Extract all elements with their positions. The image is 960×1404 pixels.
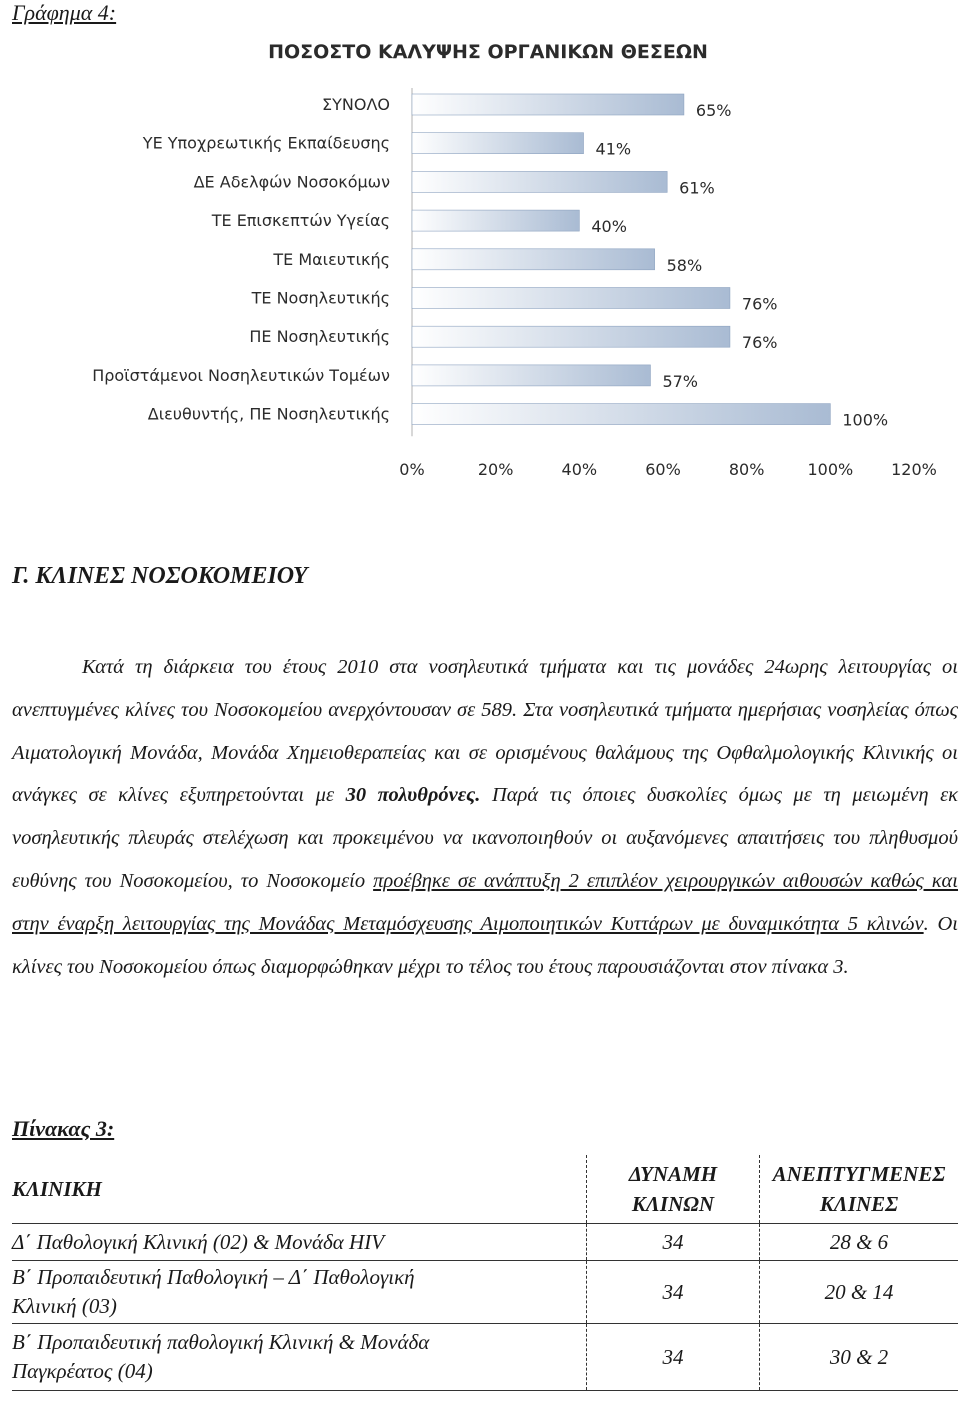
- header-capacity: [587, 1155, 760, 1224]
- bar: [412, 133, 584, 154]
- paragraph-bold-30-armchairs: 30 πολυθρόνες.: [345, 784, 481, 807]
- value-label: 61%: [679, 178, 715, 198]
- chart-title: ΠΟΣΟΣΤΟ ΚΑΛΥΨΗΣ ΟΡΓΑΝΙΚΩΝ ΘΕΣΕΩΝ: [268, 41, 708, 63]
- bar: [412, 171, 667, 192]
- x-tick-label: 120%: [891, 460, 937, 479]
- category-label: ΣΥΝΟΛΟ: [322, 95, 390, 114]
- paragraph-part-2: Παρά τις όποιες δυσκολίες όμως με τη μειωμένη εκ νοσηλευτικής πλευράς στελέχωση και προκειμένου να ικανοποιηθούν οι αυξανόμενες απαιτήσεις του πληθυσμού ευθύνης του Νοσοκομείου, το Νοσοκομείο: [12, 784, 958, 892]
- header-capacity-line2: ΚΛΙΝΩΝ: [631, 1192, 715, 1216]
- cell-clinic: [12, 1324, 587, 1391]
- cell-capacity: 34: [587, 1261, 760, 1324]
- bar: [412, 94, 684, 115]
- category-label: ΤΕ Μαιευτικής: [273, 249, 390, 269]
- coverage-chart-svg: [0, 30, 960, 500]
- bar: [412, 326, 730, 347]
- cell-clinic: [12, 1261, 587, 1324]
- category-label: ΤΕ Νοσηλευτικής: [251, 288, 390, 308]
- bar: [412, 249, 655, 270]
- category-label: ΥΕ Υποχρεωτικής Εκπαίδευσης: [142, 133, 390, 153]
- table-caption: Πίνακας 3:: [12, 1116, 115, 1141]
- x-tick-label: 20%: [477, 460, 514, 479]
- bar: [412, 288, 730, 309]
- cell-capacity: 34: [587, 1324, 760, 1391]
- value-label: 65%: [695, 101, 732, 120]
- cell-clinic-line2: Κλινική (03): [12, 1294, 117, 1318]
- value-label: 100%: [842, 410, 889, 430]
- section-heading: Γ. ΚΛΙΝΕΣ ΝΟΣΟΚΟΜΕΙΟΥ: [12, 563, 308, 589]
- category-label: ΤΕ Επισκεπτών Υγείας: [211, 211, 390, 231]
- table-row: [12, 1261, 958, 1324]
- cell-clinic-line2: Παγκρέατος (04): [12, 1359, 153, 1383]
- cell-clinic: [12, 1224, 587, 1261]
- value-label: 40%: [591, 217, 627, 237]
- bar: [412, 365, 650, 386]
- bar: [412, 404, 830, 425]
- header-capacity-line1: ΔΥΝΑΜΗ: [628, 1162, 718, 1186]
- cell-developed: 28 & 6: [760, 1224, 959, 1261]
- beds-table: [12, 1155, 958, 1391]
- value-label: 76%: [741, 333, 778, 353]
- cell-developed: 20 & 14: [760, 1261, 959, 1324]
- table-row: [12, 1224, 958, 1261]
- cell-capacity: 34: [587, 1224, 760, 1261]
- x-tick-label: 100%: [807, 460, 854, 479]
- paragraph-part-3: . Οι κλίνες του Νοσοκομείου όπως διαμορφώθηκαν μέχρι το τέλος του έτους παρουσιάζονται στον πίνακα 3.: [12, 912, 958, 978]
- value-label: 76%: [741, 294, 778, 314]
- table-header-row: [12, 1155, 958, 1224]
- table-row: [12, 1324, 958, 1391]
- value-label: 41%: [595, 139, 632, 159]
- header-developed-line2: ΚΛΙΝΕΣ: [819, 1192, 899, 1216]
- x-tick-label: 60%: [645, 460, 681, 479]
- category-label: ΔΕ Αδελφών Νοσοκόμων: [193, 172, 390, 192]
- body-paragraph: [12, 646, 958, 988]
- header-developed: [760, 1155, 959, 1224]
- graph-caption: Γράφημα 4:: [12, 0, 117, 25]
- cell-clinic-line1: Β΄ Προπαιδευτική Παθολογική – Δ΄ Παθολογική: [12, 1265, 415, 1289]
- paragraph-underlined: προέβηκε σε ανάπτυξη 2 επιπλέον χειρουργικών αιθουσών καθώς και στην έναρξη λειτουργίας της Μονάδας Μεταμόσχευσης Αιμοποιητικών Κυττάρων με δυναμικότητα 5 κλινών: [12, 869, 959, 935]
- cell-clinic-line1: Δ΄ Παθολογική Κλινική (02) & Μονάδα HIV: [12, 1229, 385, 1254]
- value-label: 58%: [666, 255, 703, 275]
- x-tick-label: 40%: [561, 460, 598, 479]
- category-label: Διευθυντής, ΠΕ Νοσηλευτικής: [147, 404, 390, 424]
- x-tick-label: 0%: [399, 460, 425, 479]
- bar: [412, 210, 579, 231]
- value-label: 57%: [662, 371, 699, 391]
- x-tick-label: 80%: [728, 460, 765, 479]
- cell-developed: 30 & 2: [760, 1324, 959, 1391]
- category-label: Προϊστάμενοι Νοσηλευτικών Τομέων: [92, 365, 390, 385]
- header-developed-line1: ΑΝΕΠΤΥΓΜΕΝΕΣ: [772, 1162, 946, 1186]
- category-label: ΠΕ Νοσηλευτικής: [249, 327, 390, 347]
- coverage-chart: [0, 30, 960, 500]
- paragraph-part-1: Κατά τη διάρκεια του έτους 2010 στα νοσηλευτικά τμήματα και τις μονάδες 24ωρης λειτουργίας οι ανεπτυγμένες κλίνες του Νοσοκομείου ανερχόντουσαν σε 589. Στα νοσηλευτικά τμήματα ημερήσιας νοσηλείας όπως Αιματολογική Μονάδα, Μονάδα Χημειοθεραπείας και σε ορισμένους θαλάμους της Οφθαλμολογικής Κλινικής οι ανάγκες σε κλίνες εξυπηρετούνται με: [12, 656, 958, 807]
- cell-clinic-line1: Β΄ Προπαιδευτική παθολογική Κλινική & Μονάδα: [12, 1330, 430, 1354]
- header-clinic: ΚΛΙΝΙΚΗ: [12, 1155, 587, 1224]
